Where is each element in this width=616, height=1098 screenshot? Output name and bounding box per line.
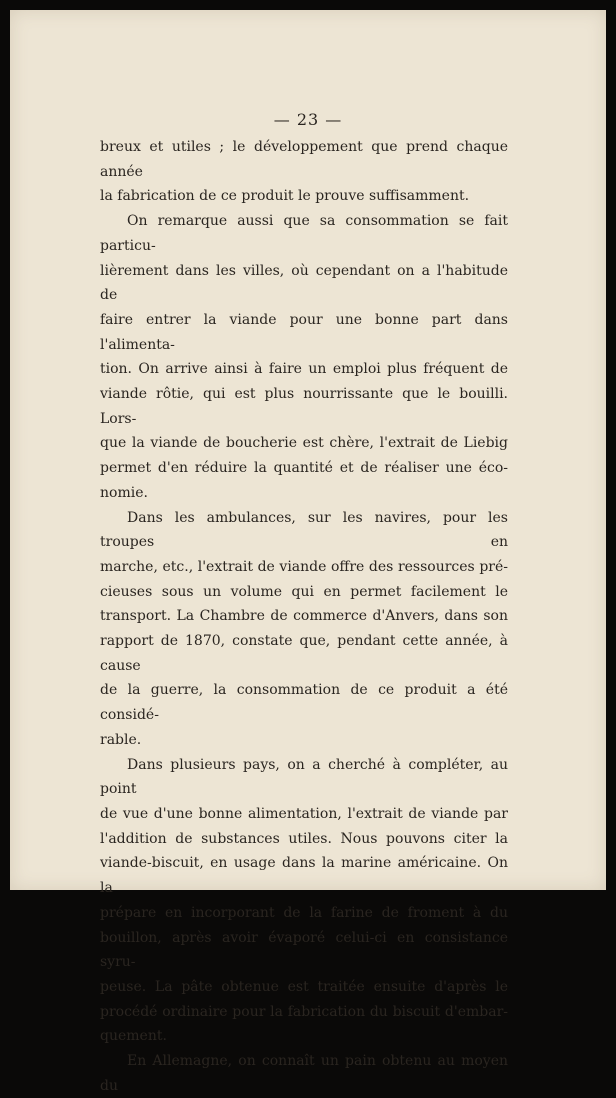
text-line: la fabrication de ce produit le prouve suffisamment.	[100, 188, 470, 205]
text-line: viande rôtie, qui est plus nourrissante que le bouilli. Lors-	[100, 386, 508, 427]
text-line: Dans plusieurs pays, on a cherché à compléter, au point	[100, 756, 508, 798]
body-text	[100, 135, 508, 1098]
text-line: de la guerre, la consommation de ce produit a été considé-	[100, 682, 508, 724]
text-line: prépare en incorporant de la farine de froment à du	[100, 904, 508, 921]
text-line: tion. On arrive ainsi à faire un emploi plus fréquent de	[100, 361, 508, 378]
text-line: viande-biscuit, en usage dans la marine américaine. On la	[100, 855, 508, 897]
text-line: transport. La Chambre de commerce d'Anvers, dans son	[100, 608, 508, 625]
text-line: En Allemagne, on connaît un pain obtenu au moyen du	[100, 1053, 508, 1094]
text-line: quement.	[100, 1028, 167, 1045]
text-line: marche, etc., l'extrait de viande offre des ressources pré-	[100, 558, 508, 575]
text-line: de vue d'une bonne alimentation, l'extrait de viande par	[100, 805, 508, 822]
text-line: breux et utiles ; le développement que prend chaque année	[100, 139, 508, 180]
text-line: lièrement dans les villes, où cependant on a l'habitude de	[100, 262, 508, 304]
text-line: rable.	[100, 731, 142, 748]
text-line: que la viande de boucherie est chère, l'extrait de Liebig	[100, 435, 508, 452]
text-line: nomie.	[100, 484, 148, 501]
book-page	[10, 10, 606, 1094]
text-line: cieuses sous un volume qui en permet facilement le	[100, 583, 508, 600]
text-line: bouillon, après avoir évaporé celui-ci en consistance syru-	[100, 929, 508, 971]
text-line: rapport de 1870, constate que, pendant cette année, à cause	[100, 633, 508, 674]
text-line: permet d'en réduire la quantité et de réaliser une éco-	[100, 460, 508, 477]
text-line: l'addition de substances utiles. Nous pouvons citer la	[100, 830, 508, 847]
text-line: On remarque aussi que sa consommation se fait particu-	[100, 213, 508, 254]
text-line: procédé ordinaire pour la fabrication du biscuit d'embar-	[100, 1003, 508, 1020]
page-number: — 23 —	[273, 110, 343, 129]
text-line: peuse. La pâte obtenue est traitée ensuite d'après le	[100, 978, 508, 995]
text-line: faire entrer la viande pour une bonne part dans l'alimenta-	[100, 311, 508, 353]
text-line: Dans les ambulances, sur les navires, pour les troupes en	[100, 509, 508, 551]
